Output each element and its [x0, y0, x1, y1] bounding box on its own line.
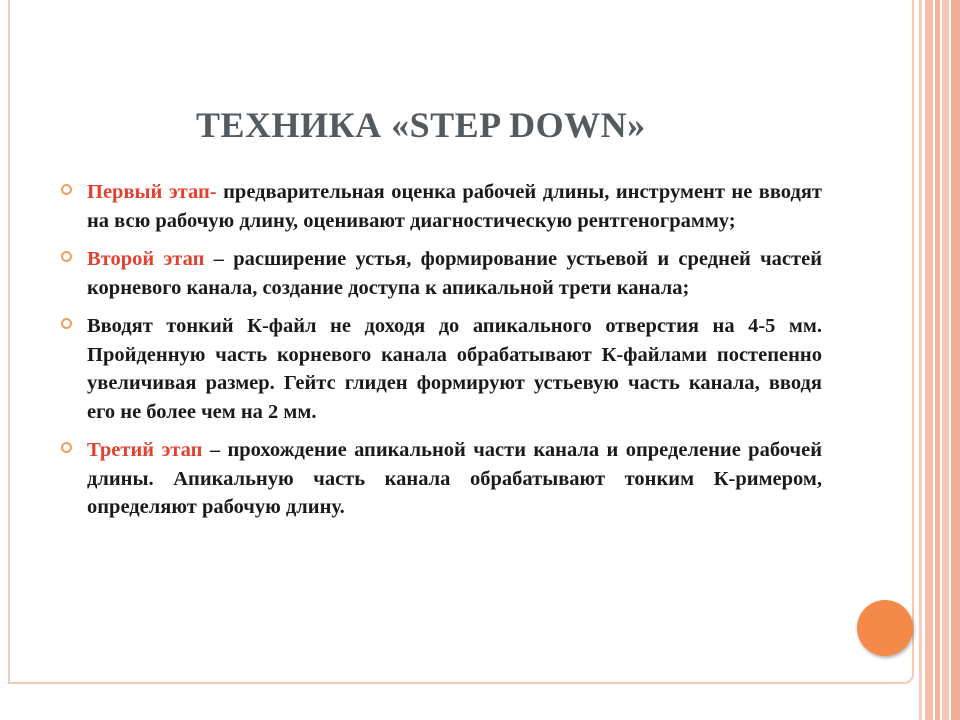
list-item	[60, 245, 822, 302]
decor-stripe	[919, 0, 922, 720]
orange-circle-decoration	[857, 600, 913, 656]
bullet-text	[87, 245, 822, 302]
decor-stripe	[942, 0, 949, 720]
bullet-body: – расширение устья, формирование устьевой и средней частей корневого канала, создание доступа к апикальной трети канала;	[87, 248, 823, 299]
bullet-body: предварительная оценка рабочей длины, инструмент не вводят на всю рабочую длину, оценивают диагностическую рентгенограмму;	[87, 181, 822, 232]
bullet-lead: Второй этап	[87, 248, 205, 270]
bullet-lead: Третий этап	[87, 439, 203, 461]
bullet-text	[87, 436, 822, 522]
bullet-list	[60, 178, 822, 522]
hollow-circle-bullet-icon	[61, 184, 72, 195]
hollow-circle-bullet-icon	[61, 318, 72, 329]
bullet-text	[87, 178, 822, 235]
bullet-lead: Первый этап-	[87, 181, 217, 203]
list-item	[60, 312, 822, 426]
hollow-circle-bullet-icon	[61, 251, 72, 262]
decor-stripe	[935, 0, 940, 720]
list-item	[60, 178, 822, 235]
hollow-circle-bullet-icon	[61, 442, 72, 453]
bullet-body: Вводят тонкий К-файл не доходя до апикального отверстия на 4-5 мм. Пройденную часть корневого канала обрабатывают К-файлами постепенно увеличивая размер. Гейтс глиден формируют устьевую часть канала, вводя его не более чем на 2 мм.	[87, 315, 822, 423]
decor-stripe	[925, 0, 933, 720]
bullet-text	[87, 312, 822, 426]
bullet-body: – прохождение апикальной части канала и определение рабочей длины. Апикальную часть канала обрабатывают тонким К-римером, определяют рабочую длину.	[87, 439, 823, 518]
slide-title: ТЕХНИКА «STEP DOWN»	[196, 105, 646, 145]
list-item	[60, 436, 822, 522]
decor-stripe	[951, 0, 960, 720]
